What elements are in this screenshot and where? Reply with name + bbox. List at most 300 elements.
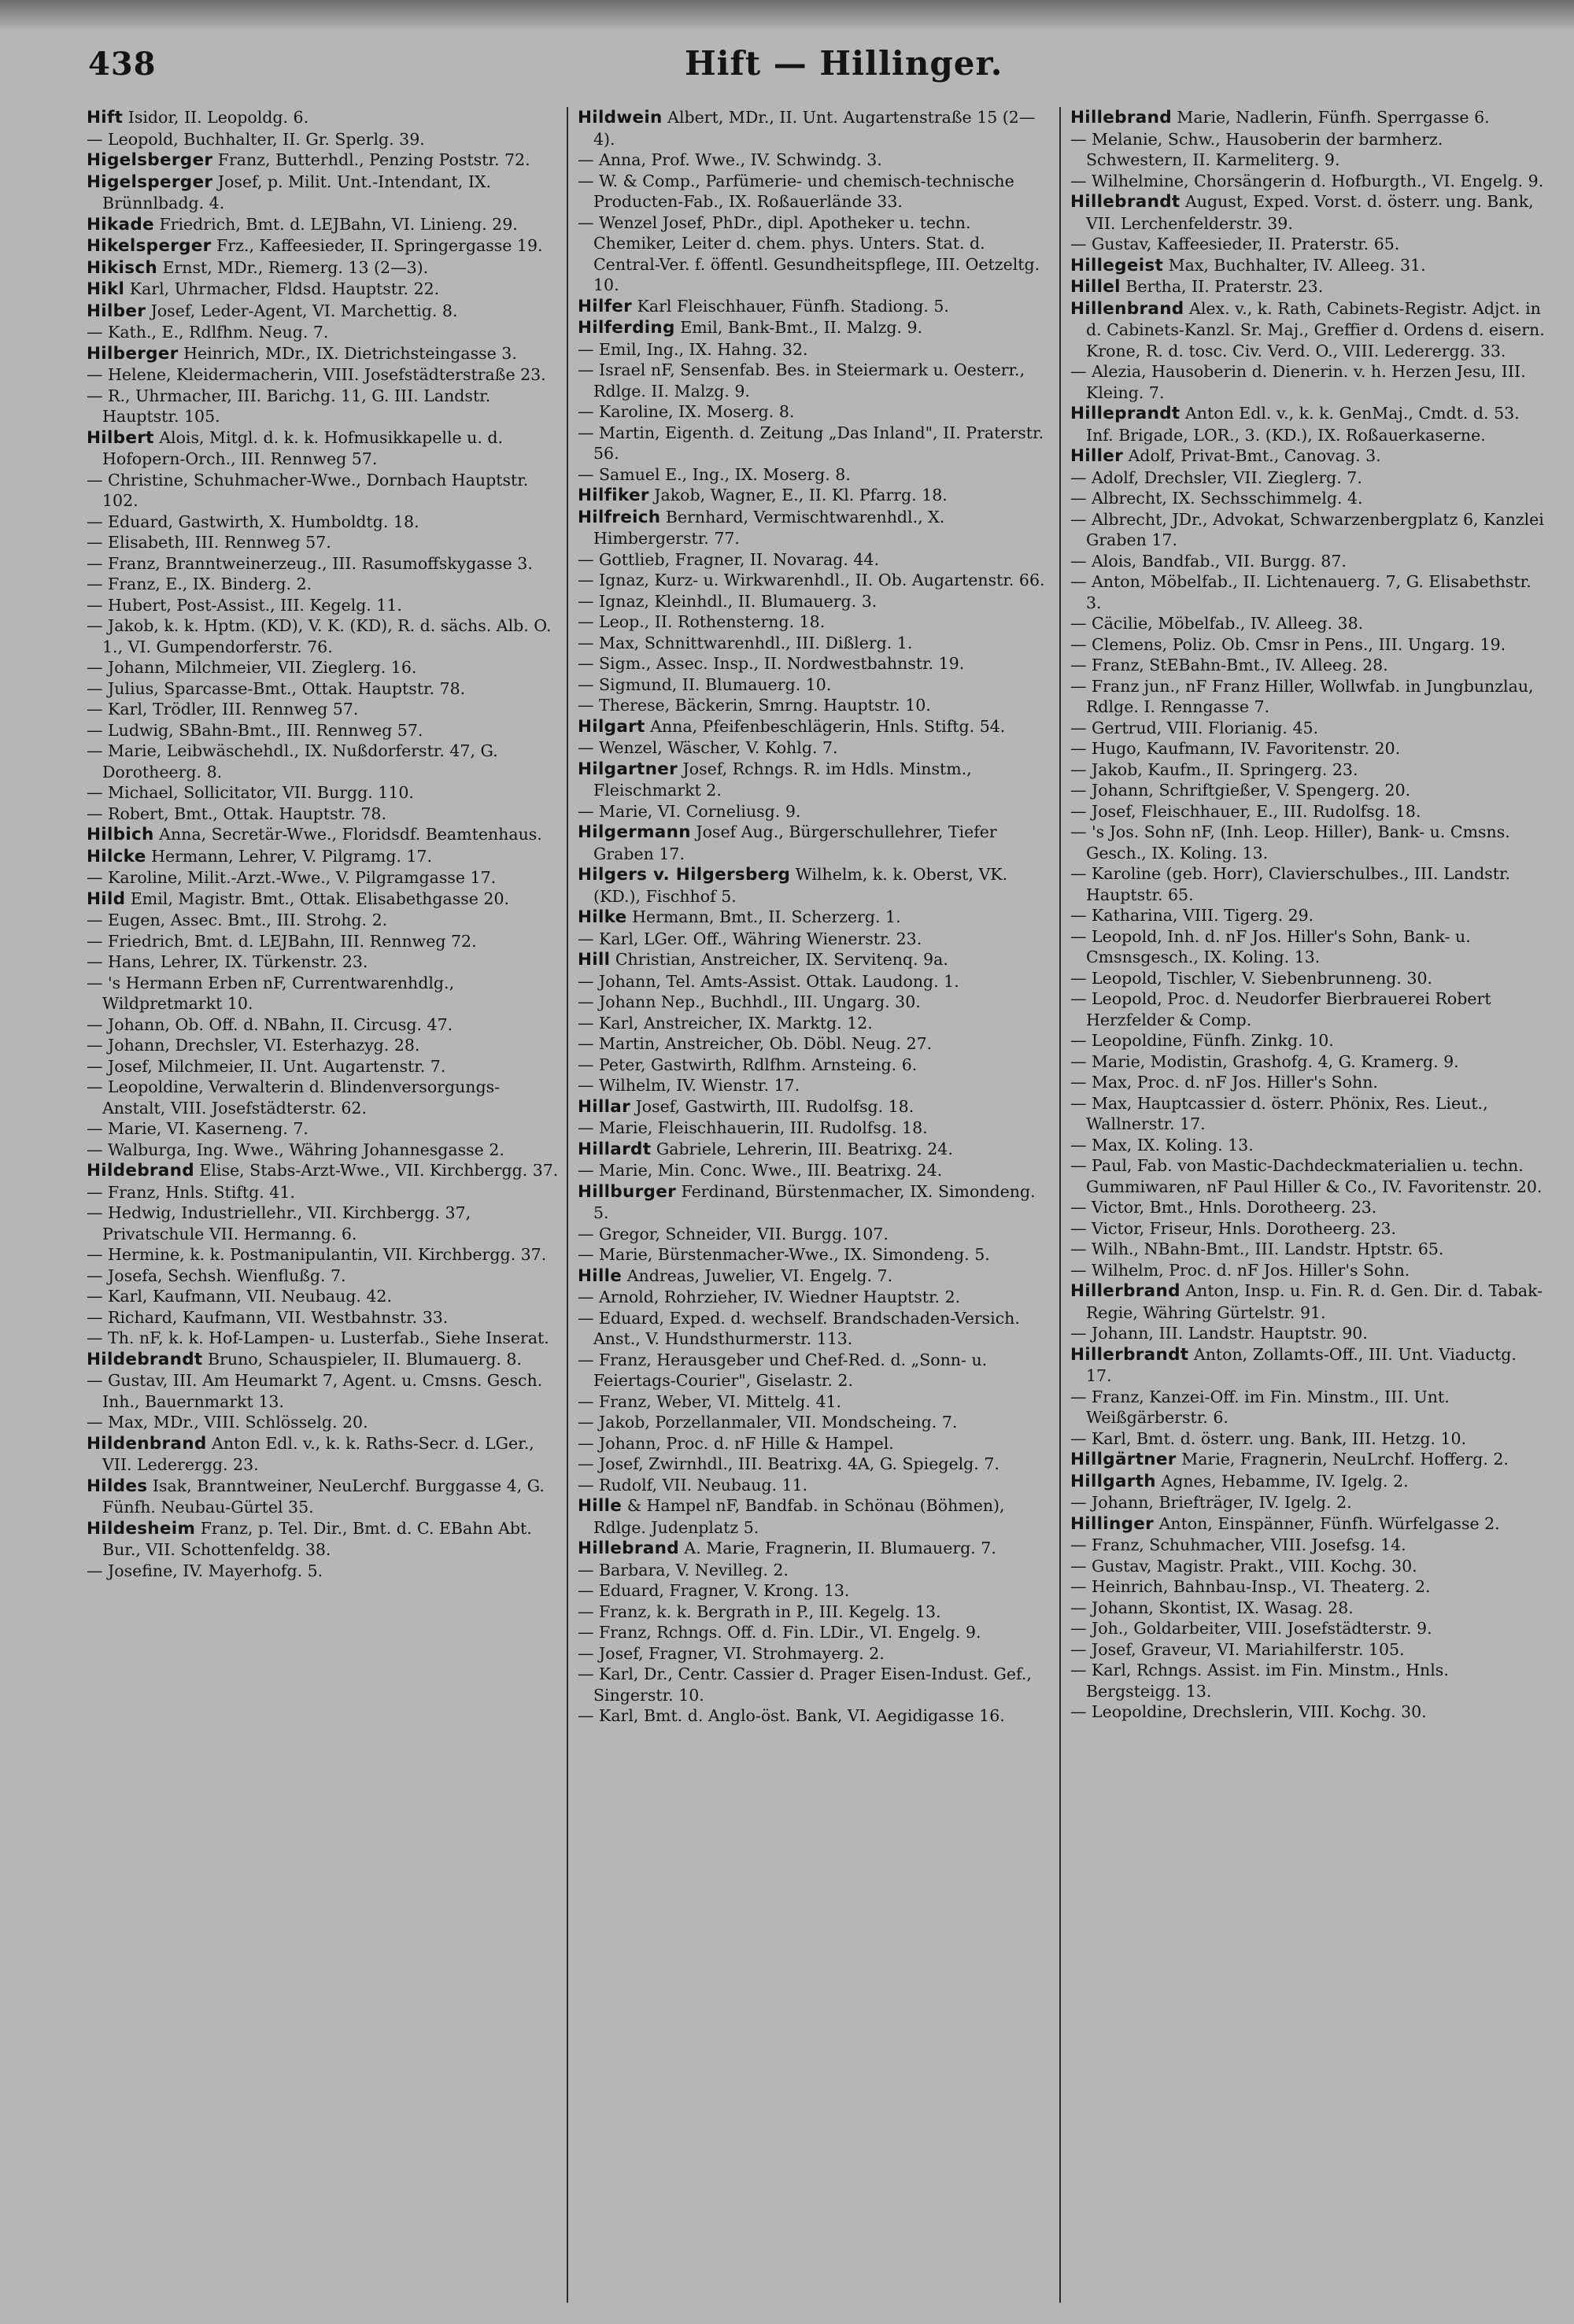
entry-surname: Hiller xyxy=(1070,446,1124,466)
entry-text: — Ignaz, Kleinhdl., II. Blumauerg. 3. xyxy=(578,591,878,611)
entry-text: — Heinrich, Bahnbau-Insp., VI. Theaterg. 2. xyxy=(1070,1577,1431,1596)
directory-entry xyxy=(578,150,1053,171)
entry-text: — Johann, Ob. Off. d. NBahn, II. Circusg. 47. xyxy=(87,1014,453,1034)
directory-entry xyxy=(578,317,1053,339)
entry-text: Anna, Secretär-Wwe., Floridsdf. Beamtenhaus. xyxy=(153,825,542,844)
entry-surname: Hillenbrand xyxy=(1070,298,1184,319)
entry-text: — Josef, Zwirnhdl., III. Beatrixg. 4A, G. Spiegelg. 7. xyxy=(578,1454,999,1473)
entry-text: — Johann, Skontist, IX. Wasag. 28. xyxy=(1070,1598,1354,1617)
directory-entry xyxy=(1070,1218,1547,1240)
directory-entry xyxy=(1070,1471,1547,1493)
entry-surname: Hildwein xyxy=(578,108,663,127)
entry-text: — Franz, Rchngs. Off. d. Fin. LDir., VI. Engelg. 9. xyxy=(578,1623,981,1642)
entry-text: — Marie, Bürstenmacher-Wwe., IX. Simondeng. 5. xyxy=(578,1245,990,1264)
directory-entry xyxy=(87,150,560,172)
scan-edge-shadow xyxy=(0,0,1574,31)
directory-entry xyxy=(1070,1428,1547,1450)
directory-entry xyxy=(1070,1387,1547,1428)
directory-entry xyxy=(1070,107,1547,129)
entry-text: Anton, Einspänner, Fünfh. Würfelgasse 2. xyxy=(1154,1513,1500,1533)
entry-text: — Wenzel Josef, PhDr., dipl. Apotheker u. techn. Chemiker, Leiter d. chem. phys. Unters. Stat. d. Central-Ver. f. öffentl. Gesundheitspflege, III. Oetzeltg. 10. xyxy=(578,212,1045,294)
directory-entry xyxy=(578,591,1053,612)
entry-text: Karl Fleischhauer, Fünfh. Stadiong. 5. xyxy=(632,296,949,316)
directory-entry xyxy=(578,1538,1053,1560)
directory-entry xyxy=(578,507,1053,549)
directory-entry xyxy=(87,1014,560,1036)
entry-text: — Leopold, Buchhalter, II. Gr. Sperlg. 39. xyxy=(87,129,425,149)
entry-text: — Sigmund, II. Blumauerg. 10. xyxy=(578,674,832,694)
entry-text: Wilhelm, k. k. Oberst, VK. (KD.), Fischhof 5. xyxy=(593,865,1013,906)
directory-entry xyxy=(578,1705,1053,1727)
directory-entry xyxy=(578,1139,1053,1161)
entry-text: — Johann, Milchmeier, VII. Zieglerg. 16. xyxy=(87,658,417,677)
directory-entry xyxy=(87,678,560,700)
directory-entry xyxy=(1070,613,1547,634)
directory-entry xyxy=(578,949,1053,971)
entry-text: Ernst, MDr., Riemerg. 13 (2—3). xyxy=(157,257,429,277)
entry-text: — Wilhelm, IV. Wienstr. 17. xyxy=(578,1076,800,1095)
entry-text: Friedrich, Bmt. d. LEJBahn, VI. Linieng. 29. xyxy=(153,214,518,234)
entry-text: — Walburga, Ing. Wwe., Währing Johannesgasse 2. xyxy=(87,1140,504,1159)
entry-text: — Karl, Bmt. d. österr. ung. Bank, III. Hetzg. 10. xyxy=(1070,1428,1467,1448)
directory-entry xyxy=(1070,467,1547,489)
directory-entry xyxy=(87,1056,560,1077)
directory-entry xyxy=(578,737,1053,759)
entry-text: — Gertrud, VIII. Florianig. 45. xyxy=(1070,718,1319,737)
entry-text: — Franz, k. k. Bergrath in P., III. Kegelg. 13. xyxy=(578,1602,941,1621)
directory-entry xyxy=(1070,1155,1547,1197)
entry-text: — Hugo, Kaufmann, IV. Favoritenstr. 20. xyxy=(1070,739,1401,758)
entry-text: — Karl, LGer. Off., Währing Wienerstr. 23. xyxy=(578,929,922,948)
directory-entry xyxy=(87,574,560,595)
directory-entry xyxy=(1070,1556,1547,1577)
directory-entry xyxy=(1070,759,1547,781)
directory-entry xyxy=(1070,571,1547,613)
directory-entry xyxy=(87,279,560,301)
entry-text: — Marie, Leibwäschehdl., IX. Nußdorferstr. 47, G. Dorotheerg. 8. xyxy=(87,741,504,781)
entry-text: — Leopold, Proc. d. Neudorfer Bierbrauerei Robert Herzfelder & Comp. xyxy=(1070,989,1497,1029)
directory-entry xyxy=(87,657,560,678)
entry-text: — Josef, Fragner, VI. Strohmayerg. 2. xyxy=(578,1643,885,1663)
entry-text: Bruno, Schauspieler, II. Blumauerg. 8. xyxy=(202,1349,522,1369)
entry-text: — Alezia, Hausoberin d. Dienerin. v. h. Herzen Jesu, III. Kleing. 7. xyxy=(1070,362,1532,402)
entry-text: — Karl, Bmt. d. Anglo-öst. Bank, VI. Aegidigasse 16. xyxy=(578,1706,1005,1725)
directory-entry xyxy=(578,1096,1053,1118)
entry-text: — Karl, Kaufmann, VII. Neubaug. 42. xyxy=(87,1287,392,1306)
entry-text: — Joh., Goldarbeiter, VIII. Josefstädterstr. 9. xyxy=(1070,1619,1432,1638)
entry-text: Anton Edl. v., k. k. GenMaj., Cmdt. d. 53. Inf. Brigade, LOR., 3. (KD.), IX. Roßauerkaserne. xyxy=(1086,404,1525,445)
directory-entry xyxy=(1070,361,1547,403)
entry-text: — Jakob, Porzellanmaler, VII. Mondscheing. 7. xyxy=(578,1413,958,1432)
entry-surname: Hikelsperger xyxy=(87,236,212,256)
directory-entry xyxy=(87,846,560,868)
directory-entry xyxy=(578,1287,1053,1308)
entry-text: — Martin, Eigenth. d. Zeitung „Das Inland", II. Praterstr. 56. xyxy=(578,423,1049,463)
entry-surname: Hillburger xyxy=(578,1181,676,1202)
directory-entry xyxy=(87,1370,560,1412)
entry-text: — Franz jun., nF Franz Hiller, Wollwfab. in Jungbunzlau, Rdlge. I. Renngasse 7. xyxy=(1070,676,1539,716)
directory-entry xyxy=(87,364,560,386)
directory-entry xyxy=(87,804,560,825)
directory-entry xyxy=(87,532,560,553)
directory-entry xyxy=(87,172,560,214)
directory-entry xyxy=(578,1643,1053,1664)
entry-text: — Leopoldine, Drechslerin, VIII. Kochg. 30. xyxy=(1070,1702,1427,1721)
directory-entry xyxy=(87,470,560,512)
entry-text: Josef, Leder-Agent, VI. Marchettig. 8. xyxy=(146,301,458,320)
entry-text: — Leopoldine, Verwalterin d. Blindenversorgungs-Anstalt, VIII. Josefstädterstr. 62. xyxy=(87,1077,501,1118)
entry-text: — Eduard, Exped. d. wechself. Brandschaden-Versich. Anst., V. Hundsthurmerstr. 113. xyxy=(578,1308,1025,1348)
entry-text: — Leopold, Tischler, V. Siebenbrunneng. 30. xyxy=(1070,968,1433,988)
entry-text: — Josef, Graveur, VI. Mariahilferstr. 105. xyxy=(1070,1639,1405,1659)
entry-text: Anna, Pfeifenbeschlägerin, Hnls. Stiftg. 54. xyxy=(645,716,1006,736)
directory-entry xyxy=(1070,1576,1547,1598)
directory-entry xyxy=(87,951,560,973)
entry-surname: Hill xyxy=(578,950,611,970)
entry-text: — Anton, Möbelfab., II. Lichtenauerg. 7, G. Elisabethstr. 3. xyxy=(1070,572,1537,612)
directory-entry xyxy=(87,1203,560,1244)
directory-entry xyxy=(1070,905,1547,926)
entry-text: Andreas, Juwelier, VI. Engelg. 7. xyxy=(622,1265,893,1285)
entry-text: A. Marie, Fragnerin, II. Blumauerg. 7. xyxy=(678,1539,996,1557)
directory-entry xyxy=(1070,1323,1547,1344)
entry-text: — Franz, Hnls. Stiftg. 41. xyxy=(87,1182,295,1202)
entry-text: — Cäcilie, Möbelfab., IV. Alleeg. 38. xyxy=(1070,614,1364,633)
directory-entry xyxy=(1070,738,1547,759)
column-middle xyxy=(567,107,1059,2303)
directory-entry xyxy=(1070,801,1547,822)
entry-text: & Hampel nF, Bandfab. in Schönau (Böhmen), Rdlge. Judenplatz 5. xyxy=(593,1496,1011,1537)
directory-entry xyxy=(87,1140,560,1161)
directory-entry xyxy=(1070,1639,1547,1661)
directory-entry xyxy=(87,1476,560,1518)
directory-entry xyxy=(578,1075,1053,1096)
entry-text: — Karoline (geb. Horr), Clavierschulbes., III. Landstr. Hauptstr. 65. xyxy=(1070,864,1516,904)
directory-entry xyxy=(578,1580,1053,1602)
entry-text: — Wilh., NBahn-Bmt., III. Landstr. Hptstr. 65. xyxy=(1070,1240,1444,1258)
entry-text: — Sigm., Assec. Insp., II. Nordwestbahnstr. 19. xyxy=(578,654,965,673)
entry-text: Christian, Anstreicher, IX. Servitenq. 9a. xyxy=(610,950,948,969)
entry-text: — 's Hermann Erben nF, Currentwarenhdlg., Wildpretmarkt 10. xyxy=(87,973,460,1013)
entry-surname: Hilleprandt xyxy=(1070,404,1180,423)
entry-surname: Higelsperger xyxy=(87,172,213,192)
entry-text: Marie, Fragnerin, NeuLrchf. Hofferg. 2. xyxy=(1176,1450,1509,1469)
directory-entry xyxy=(87,1349,560,1371)
entry-text: — Eduard, Fragner, V. Krong. 13. xyxy=(578,1581,850,1600)
directory-entry xyxy=(1070,1344,1547,1387)
entry-text: — Victor, Bmt., Hnls. Dorotheerg. 23. xyxy=(1070,1198,1377,1217)
entry-text: — Marie, Modistin, Grashofg. 4, G. Kramerg. 9. xyxy=(1070,1051,1459,1071)
entry-surname: Hillegeist xyxy=(1070,255,1164,275)
entry-text: — Emil, Ing., IX. Hahng. 32. xyxy=(578,339,808,359)
entry-text: — Josefine, IV. Mayerhofg. 5. xyxy=(87,1561,323,1580)
entry-surname: Hillar xyxy=(578,1096,631,1117)
directory-entry xyxy=(1070,1535,1547,1556)
entry-text: — Karl, Rchngs. Assist. im Fin. Minstm., Hnls. Bergsteigg. 13. xyxy=(1070,1661,1454,1701)
directory-entry xyxy=(1070,655,1547,676)
directory-columns xyxy=(80,107,1554,2303)
entry-text: — Arnold, Rohrzieher, IV. Wiedner Hauptstr. 2. xyxy=(578,1288,961,1306)
directory-entry xyxy=(578,907,1053,929)
directory-entry xyxy=(1070,1197,1547,1218)
entry-text: — Julius, Sparcasse-Bmt., Ottak. Hauptstr. 78. xyxy=(87,678,466,698)
directory-entry xyxy=(87,1307,560,1328)
directory-entry xyxy=(578,864,1053,907)
entry-surname: Hildebrand xyxy=(87,1161,194,1180)
entry-text: — Leop., II. Rothensterng. 18. xyxy=(578,612,826,631)
directory-entry xyxy=(578,212,1053,296)
directory-entry xyxy=(87,595,560,616)
entry-text: — Samuel E., Ing., IX. Moserg. 8. xyxy=(578,464,851,484)
entry-text: — Kath., E., Rdlfhm. Neug. 7. xyxy=(87,323,329,342)
directory-entry xyxy=(1070,298,1550,362)
entry-text: — Marie, VI. Kaserneng. 7. xyxy=(87,1119,309,1138)
directory-entry xyxy=(87,1412,560,1433)
directory-entry xyxy=(87,1160,560,1182)
entry-surname: Hilfreich xyxy=(578,507,661,527)
entry-text: Franz, p. Tel. Dir., Bmt. d. C. EBahn Abt. Bur., VII. Schottenfeldg. 38. xyxy=(102,1518,538,1559)
directory-entry xyxy=(87,1077,560,1118)
directory-entry xyxy=(87,1118,560,1140)
entry-text: — Israel nF, Sensenfab. Bes. in Steiermark u. Oesterr., Rdlge. II. Malzg. 9. xyxy=(578,360,1030,401)
entry-text: Isak, Branntweiner, NeuLerchf. Burggasse 4, G. Fünfh. Neubau-Gürtel 35. xyxy=(102,1476,550,1517)
directory-entry xyxy=(1070,255,1547,277)
directory-entry xyxy=(578,1454,1053,1475)
directory-entry xyxy=(578,1391,1053,1413)
directory-entry xyxy=(1070,276,1547,298)
entry-text: — Leopold, Inh. d. nF Jos. Hiller's Sohn, Bank- u. Cmsnsgesch., IX. Koling. 13. xyxy=(1070,926,1476,966)
entry-text: — Franz, Branntweinerzeug., III. Rasumoffskygasse 3. xyxy=(87,553,533,573)
entry-text: — Gregor, Schneider, VII. Burgg. 107. xyxy=(578,1224,889,1243)
entry-text: — Elisabeth, III. Rennweg 57. xyxy=(87,533,331,552)
entry-text: Josef, Rchngs. R. im Hdls. Minstm., Fleischmarkt 2. xyxy=(593,759,977,800)
entry-text: Marie, Nadlerin, Fünfh. Sperrgasse 6. xyxy=(1171,108,1490,127)
directory-entry xyxy=(578,1160,1053,1181)
directory-entry xyxy=(87,1433,560,1476)
entry-text: — Jakob, Kaufm., II. Springerg. 23. xyxy=(1070,759,1358,779)
directory-entry xyxy=(1070,1260,1547,1281)
directory-entry xyxy=(87,129,560,150)
entry-text: — Gustav, Kaffeesieder, II. Praterstr. 65. xyxy=(1070,235,1400,253)
entry-text: — Franz, Kanzei-Off. im Fin. Minstm., III. Unt. Weißgärberstr. 6. xyxy=(1070,1387,1455,1427)
directory-entry xyxy=(87,1182,560,1203)
directory-entry xyxy=(1070,1030,1547,1051)
entry-text: — Marie, Min. Conc. Wwe., III. Beatrixg. 24. xyxy=(578,1161,943,1180)
entry-text: — Johann, III. Landstr. Hauptstr. 90. xyxy=(1070,1324,1368,1343)
directory-entry xyxy=(1070,1660,1547,1701)
entry-text: — Adolf, Drechsler, VII. Zieglerg. 7. xyxy=(1070,467,1362,487)
entry-text: — Gottlieb, Fragner, II. Novarag. 44. xyxy=(578,549,879,569)
entry-text: — R., Uhrmacher, III. Barichg. 11, G. III. Landstr. Hauptstr. 105. xyxy=(87,386,496,426)
directory-entry xyxy=(87,343,560,365)
directory-entry xyxy=(87,867,560,889)
entry-text: — Wenzel, Wäscher, V. Kohlg. 7. xyxy=(578,738,838,757)
entry-surname: Hillerbrand xyxy=(1070,1281,1180,1301)
entry-text: — Marie, Fleischhauerin, III. Rudolfsg. 18. xyxy=(578,1118,928,1137)
directory-entry xyxy=(578,549,1053,571)
entry-surname: Hillgarth xyxy=(1070,1471,1156,1491)
entry-text: — Hubert, Post-Assist., III. Kegelg. 11. xyxy=(87,595,402,615)
directory-entry xyxy=(87,741,560,782)
directory-entry xyxy=(578,1265,1053,1288)
directory-entry xyxy=(1070,780,1547,801)
entry-text: — Wilhelm, Proc. d. nF Jos. Hiller's Sohn. xyxy=(1070,1260,1410,1280)
page-number: 438 xyxy=(88,46,157,83)
entry-surname: Hillardt xyxy=(578,1139,652,1159)
entry-text: — Peter, Gastwirth, Rdlfhm. Arnsteing. 6. xyxy=(578,1055,918,1074)
entry-text: Alois, Mitgl. d. k. k. Hofmusikkapelle u. d. Hofopern-Orch., III. Rennweg 57. xyxy=(102,427,508,468)
directory-entry xyxy=(578,822,1053,864)
entry-text: — Johann, Briefträger, IV. Igelg. 2. xyxy=(1070,1493,1352,1512)
directory-entry xyxy=(87,699,560,720)
entry-text: — Franz, Schuhmacher, VIII. Josefsg. 14. xyxy=(1070,1535,1406,1554)
directory-entry xyxy=(578,339,1053,360)
directory-entry xyxy=(578,1475,1053,1496)
directory-entry xyxy=(578,695,1053,716)
directory-entry xyxy=(1070,1239,1547,1260)
directory-entry xyxy=(1070,926,1547,968)
entry-text: — Karl, Trödler, III. Rennweg 57. xyxy=(87,700,359,719)
directory-entry xyxy=(578,1308,1053,1350)
entry-text: Anton, Insp. u. Fin. R. d. Gen. Dir. d. Tabak-Regie, Währing Gürtelstr. 91. xyxy=(1086,1281,1543,1322)
directory-entry xyxy=(1070,1513,1547,1535)
entry-text: — Clemens, Poliz. Ob. Cmsr in Pens., III. Ungarg. 19. xyxy=(1070,634,1506,654)
entry-text: — Helene, Kleidermacherin, VIII. Josefstädterstraße 23. xyxy=(87,365,546,384)
directory-entry xyxy=(578,929,1053,950)
entry-text: — 's Jos. Sohn nF, (Inh. Leop. Hiller), Bank- u. Cmsns. Gesch., IX. Koling. 13. xyxy=(1070,822,1516,863)
entry-surname: Hillinger xyxy=(1070,1513,1155,1534)
entry-text: — Michael, Sollicitator, VII. Burgg. 110. xyxy=(87,783,414,802)
directory-entry xyxy=(578,485,1053,507)
entry-text: Emil, Magistr. Bmt., Ottak. Elisabethgasse 20. xyxy=(125,889,510,908)
entry-text: — Gustav, III. Am Heumarkt 7, Agent. u. Cmsns. Gesch. Inh., Bauernmarkt 13. xyxy=(87,1371,548,1411)
entry-surname: Hilgart xyxy=(578,716,645,737)
entry-text: — Josef, Fleischhauer, E., III. Rudolfsg. 18. xyxy=(1070,801,1421,821)
entry-surname: Hift xyxy=(87,108,124,127)
entry-text: — Josefa, Sechsh. Wienflußg. 7. xyxy=(87,1265,346,1285)
entry-text: — Martin, Anstreicher, Ob. Döbl. Neug. 27. xyxy=(578,1034,933,1053)
entry-text: — Hans, Lehrer, IX. Türkenstr. 23. xyxy=(87,952,368,971)
entry-surname: Hilbich xyxy=(87,825,154,844)
directory-entry xyxy=(578,1013,1053,1034)
entry-text: August, Exped. Vorst. d. österr. ung. Bank, VII. Lerchenfelderstr. 39. xyxy=(1086,192,1539,233)
entry-text: — Johann, Drechsler, VI. Esterhazyg. 28. xyxy=(87,1036,420,1055)
directory-entry xyxy=(1070,1598,1547,1619)
directory-entry xyxy=(578,716,1053,738)
entry-text: — Franz, Weber, VI. Mittelg. 41. xyxy=(578,1391,842,1411)
directory-entry xyxy=(578,971,1053,992)
entry-text: — Barbara, V. Nevilleg. 2. xyxy=(578,1560,789,1580)
directory-entry xyxy=(578,992,1053,1013)
directory-entry xyxy=(578,674,1053,696)
directory-entry xyxy=(578,653,1053,674)
entry-surname: Hikisch xyxy=(87,257,157,278)
directory-entry xyxy=(578,107,1053,150)
directory-entry xyxy=(578,171,1053,212)
directory-entry xyxy=(578,759,1053,801)
entry-text: — Rudolf, VII. Neubaug. 11. xyxy=(578,1475,808,1495)
directory-entry xyxy=(87,322,560,343)
directory-entry xyxy=(1070,234,1547,255)
column-left xyxy=(80,107,567,2303)
directory-entry xyxy=(87,1035,560,1056)
directory-entry xyxy=(578,1118,1053,1139)
directory-entry xyxy=(578,401,1053,423)
entry-text: — Th. nF, k. k. Hof-Lampen- u. Lusterfab., Siehe Inserat. xyxy=(87,1328,549,1347)
entry-surname: Hildes xyxy=(87,1476,148,1496)
entry-surname: Hille xyxy=(578,1265,623,1286)
directory-entry xyxy=(578,360,1053,401)
entry-text: — Eugen, Assec. Bmt., III. Strohg. 2. xyxy=(87,911,388,929)
entry-text: — Karl, Anstreicher, IX. Marktg. 12. xyxy=(578,1013,873,1033)
directory-entry xyxy=(87,257,560,279)
entry-text: — Marie, VI. Corneliusg. 9. xyxy=(578,801,801,821)
entry-text: Adolf, Privat-Bmt., Canovag. 3. xyxy=(1123,446,1381,465)
entry-text: — Albrecht, IX. Sechsschimmelg. 4. xyxy=(1070,489,1363,508)
directory-entry xyxy=(1070,488,1547,509)
directory-entry xyxy=(87,782,560,804)
directory-entry xyxy=(1070,1280,1547,1323)
directory-entry xyxy=(578,423,1053,464)
entry-surname: Hilke xyxy=(578,907,627,927)
entry-text: — Karoline, Milit.-Arzt.-Wwe., V. Pilgramgasse 17. xyxy=(87,868,497,887)
entry-text: Hermann, Lehrer, V. Pilgramg. 17. xyxy=(146,846,432,866)
directory-entry xyxy=(1070,129,1547,171)
entry-surname: Hild xyxy=(87,889,126,909)
entry-text: — Ludwig, SBahn-Bmt., III. Rennweg 57. xyxy=(87,720,423,740)
entry-text: — Karl, Dr., Centr. Cassier d. Prager Eisen-Indust. Gef., Singerstr. 10. xyxy=(578,1664,1037,1705)
directory-entry xyxy=(578,1350,1053,1391)
directory-entry xyxy=(1070,403,1547,445)
directory-entry xyxy=(87,1328,560,1349)
entry-text: — Leopoldine, Fünfh. Zinkg. 10. xyxy=(1070,1031,1334,1050)
directory-entry xyxy=(578,801,1053,822)
entry-surname: Higelsberger xyxy=(87,150,213,170)
directory-entry xyxy=(87,889,560,911)
directory-entry xyxy=(578,633,1053,654)
entry-text: — Victor, Friseur, Hnls. Dorotheerg. 23. xyxy=(1070,1218,1397,1238)
entry-text: — Johann, Schriftgießer, V. Spengerg. 20. xyxy=(1070,781,1411,800)
directory-entry xyxy=(1070,1618,1547,1639)
entry-text: — Therese, Bäckerin, Smrng. Hauptstr. 10. xyxy=(578,696,931,715)
directory-entry xyxy=(87,824,560,846)
entry-text: — Hermine, k. k. Postmanipulantin, VII. Kirchbergg. 37. xyxy=(87,1245,547,1264)
directory-entry xyxy=(578,1055,1053,1076)
entry-text: — Melanie, Schw., Hausoberin der barmherz. Schwestern, II. Karmeliterg. 9. xyxy=(1070,129,1448,169)
entry-text: Albert, MDr., II. Unt. Augartenstraße 15 (2—4). xyxy=(593,108,1036,149)
directory-entry xyxy=(578,1181,1053,1224)
page-title: Hift — Hillinger. xyxy=(685,44,1003,83)
directory-entry xyxy=(578,1664,1053,1705)
directory-entry xyxy=(1070,1051,1547,1073)
directory-entry xyxy=(87,973,560,1014)
entry-text: — Franz, StEBahn-Bmt., IV. Alleeg. 28. xyxy=(1070,656,1388,674)
column-right xyxy=(1059,107,1554,2303)
directory-entry xyxy=(87,615,560,657)
directory-entry xyxy=(578,1560,1053,1581)
directory-entry xyxy=(87,1518,560,1561)
entry-surname: Hilgers v. Hilgersberg xyxy=(578,865,791,885)
entry-surname: Hillebrand xyxy=(1070,108,1172,127)
entry-text: Jakob, Wagner, E., II. Kl. Pfarrg. 18. xyxy=(648,486,948,504)
entry-text: — Jakob, k. k. Hptm. (KD), V. K. (KD), R. d. sächs. Alb. O. 1., VI. Gumpendorferstr. 76. xyxy=(87,616,556,656)
entry-text: — Albrecht, JDr., Advokat, Schwarzenbergplatz 6, Kanzlei Graben 17. xyxy=(1070,509,1550,549)
directory-entry xyxy=(87,235,560,257)
directory-entry xyxy=(578,570,1053,591)
entry-text: — Max, MDr., VIII. Schlösselg. 20. xyxy=(87,1413,368,1432)
entry-text: — Robert, Bmt., Ottak. Hauptstr. 78. xyxy=(87,804,386,823)
entry-text: — Gustav, Magistr. Prakt., VIII. Kochg. 30. xyxy=(1070,1556,1417,1576)
